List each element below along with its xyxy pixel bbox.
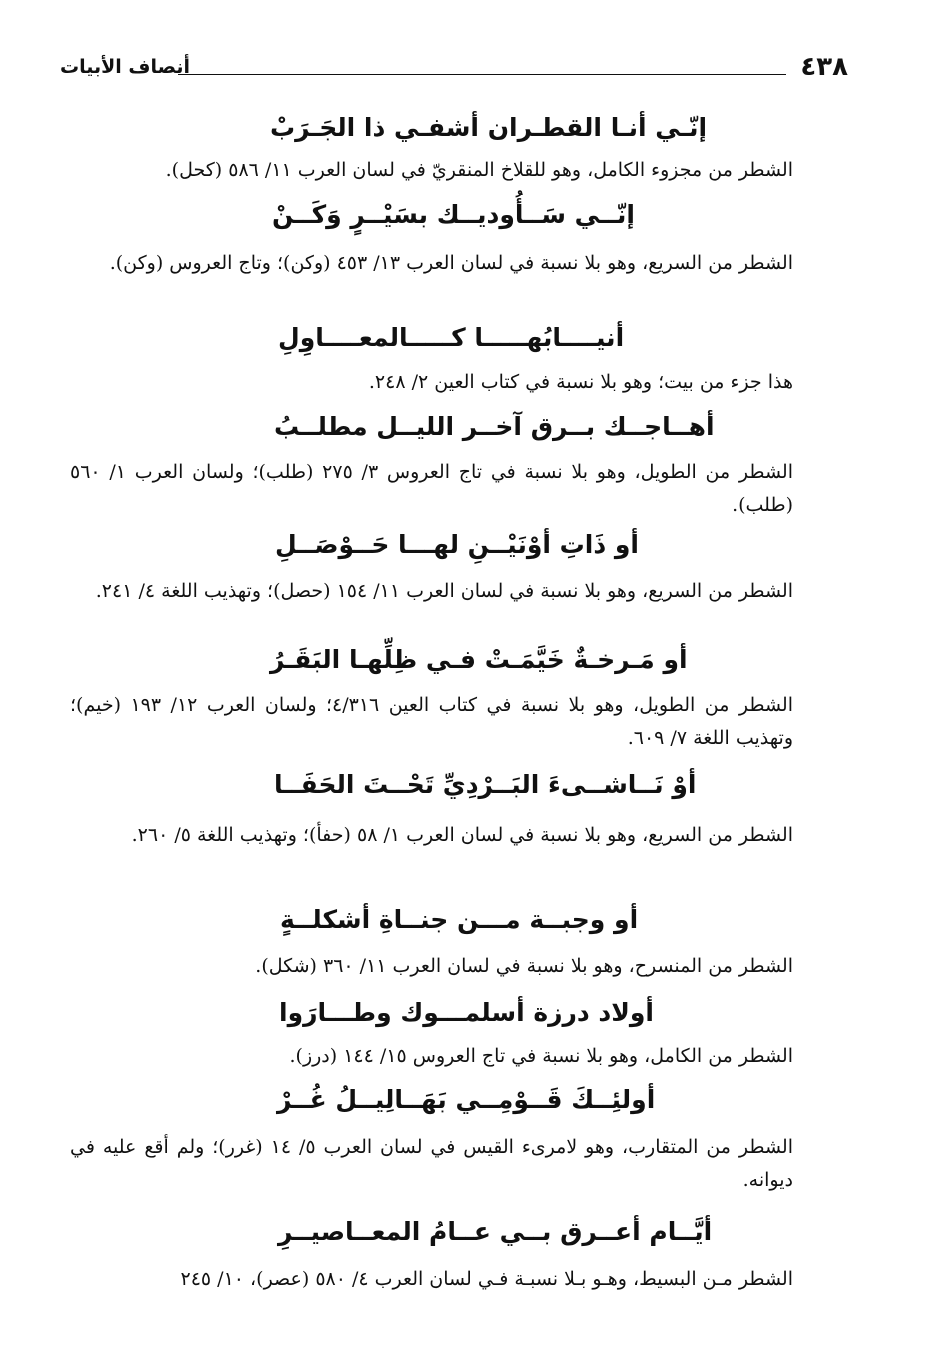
verse-line: أو وجبــة مـــن جنــاةِ أشكلــةٍ (280, 905, 639, 934)
verse-note: الشطر من السريع، وهو بلا نسبة في لسان العرب ١١/ ١٥٤ (حصل)؛ وتهذيب اللغة ٤/ ٢٤١. (95, 580, 793, 602)
verse-note: الشطر من السريع، وهو بلا نسبة في لسان العرب ١/ ٥٨ (حفأ)؛ وتهذيب اللغة ٥/ ٢٦٠. (131, 824, 793, 846)
running-title: أنصاف الأبيات (60, 56, 190, 78)
verse-note: الشطر من الطويل، وهو بلا نسبة في تاج العروس ٣/ ٢٧٥ (طلب)؛ ولسان العرب ١/ ٥٦٠ (طلب). (70, 461, 793, 516)
verse-line: أيَّــام أعــرق بــي عــامُ المعــاصيــرِ (278, 1217, 713, 1246)
verse-note: الشطر من الكامل، وهو بلا نسبة في تاج العروس ١٥/ ١٤٤ (درز). (289, 1045, 793, 1067)
verse-line: أنيــــابُهـــــا كـــــالمعــــاوِلِ (278, 323, 625, 352)
verse-note: الشطر من الطويل، وهو بلا نسبة في كتاب العين ٤/٣١٦؛ ولسان العرب ١٢/ ١٩٣ (خيم)؛ وتهذيب اللغة ٧/ ٦٠٩. (70, 694, 793, 749)
verse-note: الشطر مـن البسيط، وهـو بـلا نسبـة فـي لسان العرب ٤/ ٥٨٠ (عصر)، ١٠/ ٢٤٥ (180, 1268, 793, 1290)
verse-line: أو مَـرخـةٌ خَيَّمَـتْ فـي ظِلِّهـا البَقَـرُ (270, 645, 688, 674)
page-number: ٤٣٨ (800, 52, 848, 82)
verse-line: أو ذَاتِ أوْنَيْــنِ لهـــا حَــوْصَــلِ (275, 530, 639, 559)
verse-line: أهــاجــك بــرق آخــر الليــل مطلــبُ (274, 412, 715, 441)
verse-line: أوْ نَــاشــىءَ البَــرْدِيِّ تَحْــتَ الحَفَــا (274, 770, 697, 799)
verse-line: أولئِــكَ قَــوْمِــي بَهَــالِيــلُ غُــرْ (277, 1085, 656, 1114)
verse-note: الشطر من المتقارب، وهو لامرىء القيس في لسان العرب ٥/ ١٤ (غرر)؛ ولم أقع عليه في ديوانه. (70, 1136, 793, 1191)
verse-note: الشطر من السريع، وهو بلا نسبة في لسان العرب ١٣/ ٤٥٣ (وكن)؛ وتاج العروس (وكن). (109, 252, 793, 274)
page-header (60, 50, 848, 90)
verse-note: هذا جزء من بيت؛ وهو بلا نسبة في كتاب العين ٢/ ٢٤٨. (368, 371, 793, 393)
verse-line: إنّــي سَــأُوديــك بسَيْــرٍ وَكَــنْ (272, 200, 635, 229)
verse-line: أولاد درزة أسلمـــوك وطـــارَوا (279, 998, 654, 1027)
verse-line: إنّـي أنـا القطـران أشفـي ذا الجَـرَبْ (270, 113, 708, 142)
verse-note: الشطر من مجزوء الكامل، وهو للقلاخ المنقريّ في لسان العرب ١١/ ٥٨٦ (كحل). (165, 159, 793, 181)
header-rule (178, 74, 786, 75)
verse-note: الشطر من المنسرح، وهو بلا نسبة في لسان العرب ١١/ ٣٦٠ (شكل). (255, 955, 793, 977)
